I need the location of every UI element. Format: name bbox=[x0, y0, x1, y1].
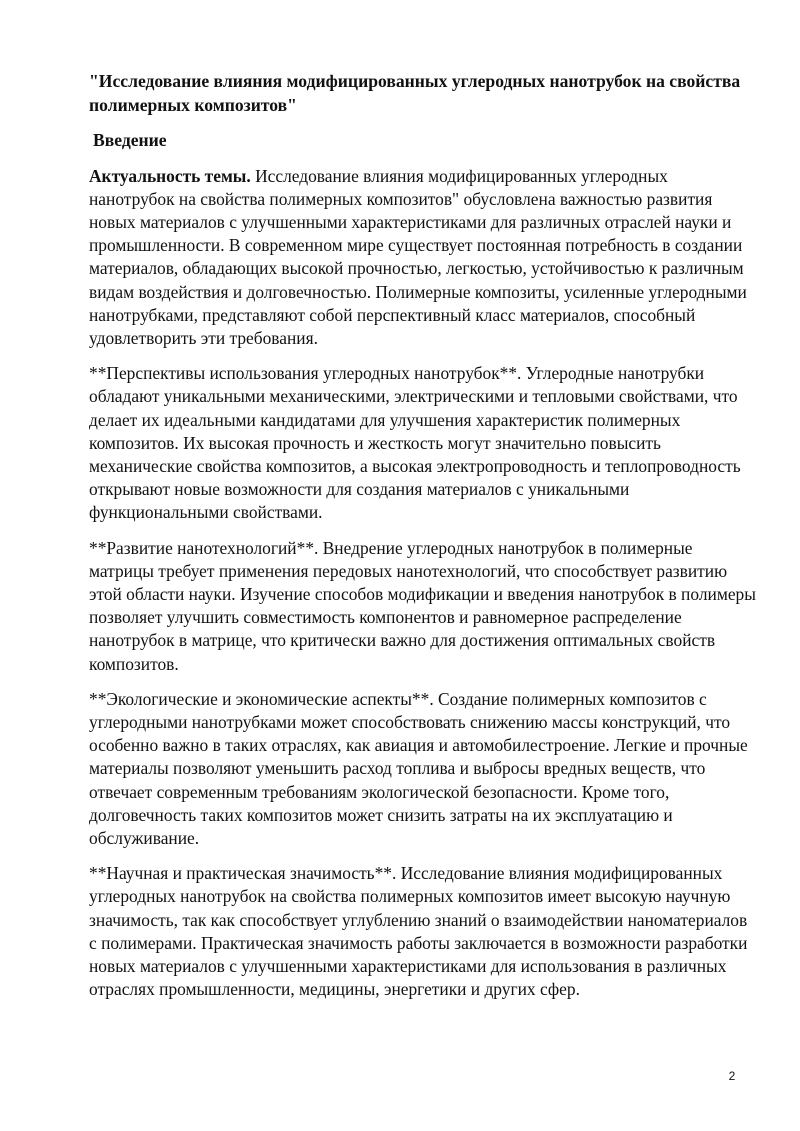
paragraph-significance: **Научная и практическая значимость**. Исследование влияния модифицированных углеродных нанотрубок на свойства полимерных композитов имеет высокую научную значимость, так как способствует углублению знаний о взаимодействии наноматериалов с полимерами. Практическая значимость работы заключается в возможности разработки новых материалов с улучшенными характеристиками для использования в различных отраслях промышленности, медицины, энергетики и других сфер. bbox=[89, 863, 748, 1000]
paragraph-relevance bbox=[89, 165, 757, 351]
paragraph-nanotech: **Развитие нанотехнологий**. Внедрение углеродных нанотрубок в полимерные матрицы требует применения передовых нанотехнологий, что способствует развитию этой области науки. Изучение способов модификации и введения нанотрубок в полимеры позволяет улучшить совместимость компонентов и равномерное распределение нанотрубок в матрице, что критически важно для достижения оптимальных свойств композитов. bbox=[89, 537, 756, 674]
page-content bbox=[89, 70, 757, 1013]
paragraph-prospects: **Перспективы использования углеродных нанотрубок**. Углеродные нанотрубки обладают уникальными механическими, электрическими и тепловыми свойствами, что делает их идеальными кандидатами для улучшения характеристик полимерных композитов. Их высокая прочность и жесткость могут значительно повысить механические свойства композитов, а высокая электропроводность и теплопроводность открывают новые возможности для создания материалов с уникальными функциональными свойствами. bbox=[89, 363, 741, 523]
paragraph-eco-economic: **Экологические и экономические аспекты**. Создание полимерных композитов с углеродными нанотрубками может способствовать снижению массы конструкций, что особенно важно в таких отраслях, как авиация и автомобилестроение. Легкие и прочные материалы позволяют уменьшить расход топлива и выбросы вредных веществ, что отвечает современным требованиям экологической безопасности. Кроме того, долговечность таких композитов может снизить затраты на их эксплуатацию и обслуживание. bbox=[89, 688, 748, 848]
page-number: 2 bbox=[728, 1069, 736, 1083]
document-title: "Исследование влияния модифицированных углеродных нанотрубок на свойства полимерных композитов" bbox=[89, 71, 741, 115]
section-heading: Введение bbox=[93, 130, 167, 150]
paragraph-lead: Актуальность темы. bbox=[89, 165, 251, 186]
paragraph-text: Исследование влияния модифицированных углеродных нанотрубок на свойства полимерных композитов" обусловлена важностью развития новых материалов с улучшенными характеристиками для различных отраслей науки и промышленности. В современном мире существует постоянная потребность в создании материалов, обладающих высокой прочностью, легкостью, устойчивостью к различным видам воздействия и долговечностью. Полимерные композиты, усиленные углеродными нанотрубками, представляют собой перспективный класс материалов, способный удовлетворить эти требования. bbox=[89, 165, 747, 348]
